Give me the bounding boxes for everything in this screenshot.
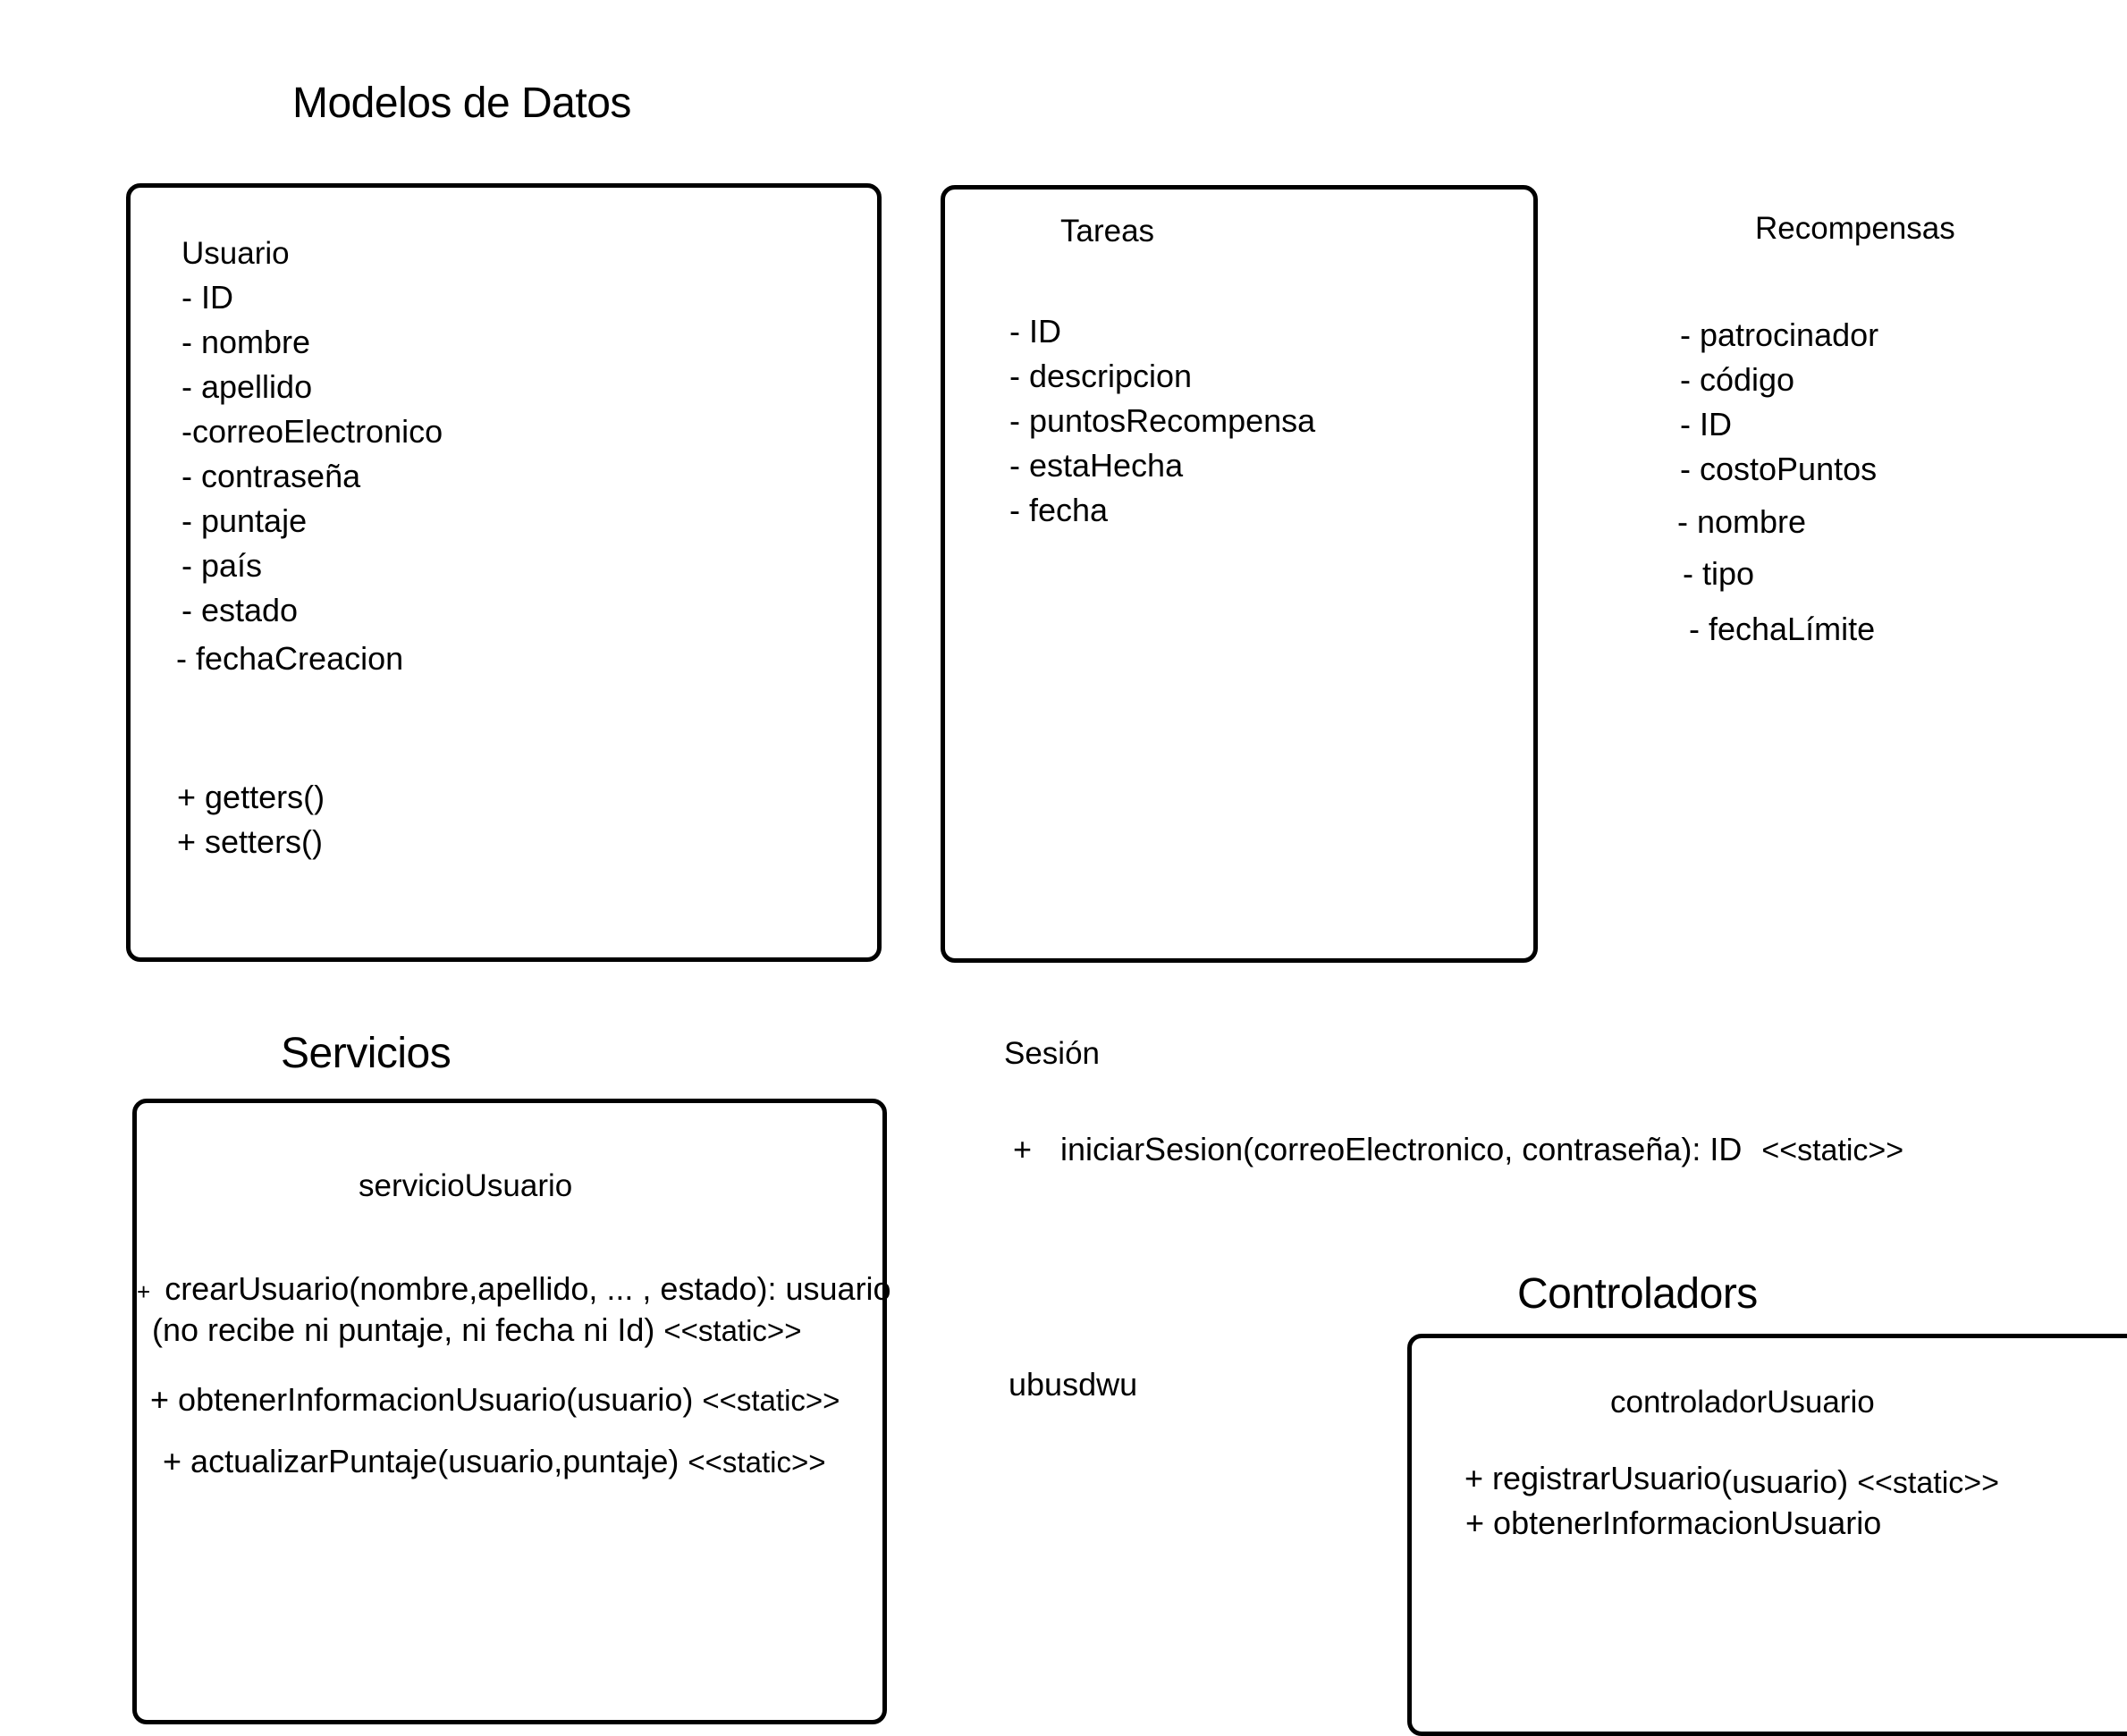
attribute: - puntosRecompensa bbox=[1009, 402, 1316, 439]
attribute: - puntaje bbox=[181, 502, 308, 539]
class-name-servicio-usuario: servicioUsuario bbox=[359, 1168, 573, 1203]
section-title-servicios: Servicios bbox=[281, 1030, 452, 1077]
class-name-recompensas: Recompensas bbox=[1755, 211, 1955, 246]
attribute: - estado bbox=[181, 592, 299, 628]
section-title-sesion: Sesión bbox=[1004, 1036, 1101, 1071]
class-name-tareas: Tareas bbox=[1060, 214, 1155, 249]
attribute: - código bbox=[1680, 361, 1795, 398]
visibility-public: + bbox=[163, 1443, 182, 1479]
attribute: - ID bbox=[181, 279, 233, 316]
usuario-methods bbox=[177, 775, 325, 864]
class-box-tareas bbox=[941, 185, 1538, 963]
method-signature: registrarUsuario bbox=[1492, 1460, 1722, 1496]
controller-method-registrar-usuario bbox=[1464, 1460, 1999, 1500]
service-method-crear-usuario-note bbox=[152, 1311, 802, 1348]
service-method-actualizar-puntaje bbox=[163, 1445, 826, 1478]
attribute: - fechaLímite bbox=[1689, 611, 1876, 647]
session-method-iniciar-sesion bbox=[1013, 1133, 1903, 1166]
class-name-usuario: Usuario bbox=[181, 236, 290, 271]
attribute: - ID bbox=[1680, 406, 1732, 442]
stereotype-static: <<static>> bbox=[663, 1314, 802, 1347]
recompensas-attributes bbox=[1677, 313, 1879, 652]
visibility-public: + bbox=[1013, 1131, 1033, 1167]
controller-method-obtener-informacion bbox=[1465, 1504, 1882, 1541]
method: + getters() bbox=[177, 779, 325, 815]
service-method-crear-usuario bbox=[137, 1270, 891, 1307]
attribute: - costoPuntos bbox=[1680, 451, 1878, 487]
method-signature: actualizarPuntaje(usuario,puntaje) bbox=[190, 1443, 679, 1479]
attribute: - ID bbox=[1009, 313, 1061, 350]
stray-text: ubusdwu bbox=[1009, 1366, 1138, 1403]
method-params: (usuario) bbox=[1721, 1463, 1849, 1500]
attribute: - fechaCreacion bbox=[176, 640, 404, 677]
attribute: -correoElectronico bbox=[181, 413, 443, 450]
attribute: - estaHecha bbox=[1009, 447, 1184, 484]
method-signature: obtenerInformacionUsuario bbox=[1493, 1504, 1882, 1541]
stereotype-static: <<static>> bbox=[1857, 1466, 1999, 1500]
visibility-public: + bbox=[1465, 1504, 1485, 1541]
method-note: (no recibe ni puntaje, ni fecha ni Id) bbox=[152, 1311, 655, 1348]
method-signature: crearUsuario(nombre,apellido, ... , estado): usuario bbox=[165, 1270, 891, 1307]
stereotype-static: <<static>> bbox=[1761, 1133, 1904, 1167]
usuario-attributes bbox=[176, 275, 443, 681]
attribute: - país bbox=[181, 547, 263, 584]
attribute: - fecha bbox=[1009, 492, 1109, 528]
service-method-obtener-informacion bbox=[150, 1381, 840, 1418]
section-title-modelos: Modelos de Datos bbox=[292, 80, 631, 127]
attribute: - patrocinador bbox=[1680, 316, 1879, 353]
tareas-attributes bbox=[1009, 309, 1315, 533]
section-title-controladores: Controladors bbox=[1517, 1270, 1758, 1318]
attribute: - nombre bbox=[1677, 503, 1807, 540]
visibility-public: + bbox=[150, 1381, 170, 1418]
method: + setters() bbox=[177, 823, 324, 860]
attribute: - apellido bbox=[181, 368, 313, 405]
attribute: - nombre bbox=[181, 324, 311, 360]
stereotype-static: <<static>> bbox=[688, 1445, 826, 1479]
visibility-public: + bbox=[1464, 1460, 1484, 1496]
attribute: - contraseña bbox=[181, 458, 361, 494]
class-name-controlador-usuario: controladorUsuario bbox=[1610, 1385, 1875, 1420]
method-signature: iniciarSesion(correoElectronico, contraseña): ID bbox=[1060, 1131, 1743, 1167]
stereotype-static: <<static>> bbox=[702, 1384, 840, 1417]
attribute: - tipo bbox=[1683, 555, 1755, 592]
visibility-public: + bbox=[137, 1278, 151, 1305]
method-signature: obtenerInformacionUsuario(usuario) bbox=[178, 1381, 694, 1418]
attribute: - descripcion bbox=[1009, 358, 1193, 394]
